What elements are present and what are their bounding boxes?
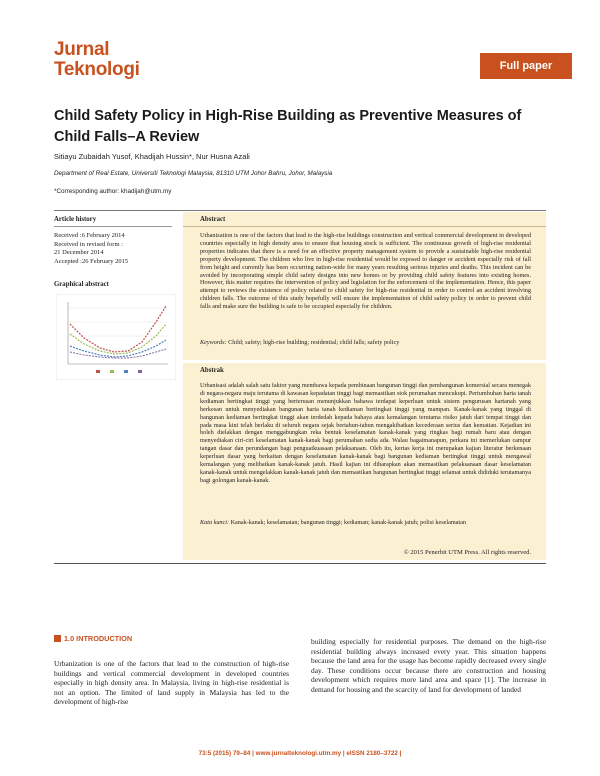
abstract-keywords [200,339,531,347]
abstract-heading: Abstract [200,216,226,223]
article-history-heading: Article history [54,216,97,223]
journal-logo [54,40,140,80]
page-footer: 73:5 (2015) 79–84 | www.jurnalteknologi.utm.my | eISSN 2180–3722 | [198,750,402,757]
kata-kunci-list: Kanak-kanak; keselamatan; bangunan tinggi; kediaman; kanak-kanak jatuh; polisi keselamatan [230,519,466,526]
graphical-abstract-heading: Graphical abstract [54,281,109,288]
abstract-divider [183,226,546,227]
article-history [54,232,172,266]
section-heading [54,634,132,643]
corresponding-author: *Corresponding author: khadijah@utm.my [54,188,172,195]
history-line: Received :6 February 2014 [54,232,125,239]
keywords-list: Child; safety; high-rise building; residential; child falls; safety policy [228,339,400,346]
graphical-abstract-image [56,294,176,380]
abstract-bottom-divider [54,563,546,564]
history-line: Received in revised form : [54,240,123,248]
authors: Sitiayu Zubaidah Yusof, Khadijah Hussin*, Nur Husna Azali [54,152,250,161]
history-line: Accepted :26 February 2015 [54,257,129,265]
affiliation: Department of Real Estate, Universiti Teknologi Malaysia, 81310 UTM Johor Bahru, Johor, Malaysia [54,170,333,177]
body-column-1: Urbanization is one of the factors that lead to the construction of high-rise buildings and vertical commercial development in developed countries especially in high density area. In Malaysia, living in high-rise residential is not an option. The limited of land supply in Malaysia has led to the development of high-rise [54,659,289,706]
history-line: 21 December 2014 [54,249,104,257]
kata-kunci-label: Kata kunci: [200,519,230,526]
copyright: © 2015 Penerbit UTM Press. All rights reserved. [403,549,531,556]
journal-logo-line2: Teknologi [54,59,140,80]
abstrak-heading: Abstrak [200,367,224,374]
section-marker [54,635,61,642]
body-column-2: building especially for residential purposes. The demand on the high-rise residential building always increased every year. This situation happens because the land area for the usage has become rapidly decreased every single day. These conditions occur because there are construction and housing development which requires more land area and space [1]. The increase in demand for housing and the scarcity of land for development of landed [311,637,546,694]
section-heading-text: 1.0 INTRODUCTION [64,634,133,643]
keywords-label: Keywords: [200,339,227,346]
journal-logo-line1: Jurnal [54,39,110,60]
paper-title: Child Safety Policy in High-Rise Building as Preventive Measures of Child Falls–A Review [54,108,522,145]
abstrak-keywords [200,519,531,527]
abstrak-text: Urbanisasi adalah salah satu faktor yang membawa kepada pembinaan bangunan tinggi dan pembangunan komersial secara menegak di negara-negara maju terutama di kawasan kepadatan tinggi bagi memastikan stok perumahan mencukupi. Pertumbuhan harta tanah kediaman bertingkat tinggi yang berterusan menunjukkan bahawa terdapat keperluan untuk sistem pengurusan hartanah yang berkesan untuk menyediakan bangunan harta tanah kediaman bertingkat tinggi yang mampan. Kanak-kanak yang tinggal di bangunan kediaman bertingkat tinggi akan terdedah kepada bahaya atau kemalangan terutama risiko jatuh dari tempat tinggi dan pada masa kini telah berlaku di seluruh negara sejak bertahun-tahun mengakibatkan kecederaan serius dan kematian. Kejadian ini boleh dielakkan dengan menggabungkan reka bentuk keselamatan kanak-kanak yang ringkas bagi rumah baru atau dengan menyediakan ciri-ciri keselamatan kanak-kanak bagi perumahan sedia ada. Walau bagaimanapun, perkara ini memerlukan campur tangan dasar dan perundangan bagi penguatkuasaan pelaksanaan. Oleh itu, kertas kerja ini merupakan kajian literatur berkenaan keperluan dasar yang berkaitan dengan keselamatan kanak-kanak bagi bangunan kediaman bertingkat tinggi untuk mengawal kemalangan yang melibatkan kanak-kanak jatuh. Hasil kajian ini diharapkan akan memastikan pelaksanaan dasar keselamatan kanak-kanak untuk mengelakkan kanak-kanak jatuh dan memastikan bangunan bertingkat tinggi selamat untuk dididuki terutamanya bagi golongan kanak-kanak. [200,382,531,484]
article-history-divider [54,226,172,227]
full-paper-badge: Full paper [480,53,572,79]
abstract-text: Urbanization is one of the factors that lead to the high-rise buildings construction and vertical commercial development in developed countries especially in high density area to ensure that housing stock is sufficient. The continuous growth of high-rise residential properties indicates that there is a need for an effective property management system to provide a sustainable high-rise residential property development. The children who live in high-rise residential would be exposed to danger or accident especially risk of fall from height and currently has been occurring nation-wide for many years resulting serious injuries and deaths. This incident can be avoided by incorporating simple child safety designs into new homes or by providing child safety features into existing homes. However, this matter requires the intervention of policy and legislation for the enforcement of the implementation. Hence, this paper attempt to reviews the existence of policy related to child safety for high-rise residential in order to control an accident involving children falls. The outcome of this study hopefully will ensure the implementation of child safety policy in order to prevent child falls and make sure the building is safe to be occupied especially for children. [200,232,531,311]
header-divider [54,210,546,211]
